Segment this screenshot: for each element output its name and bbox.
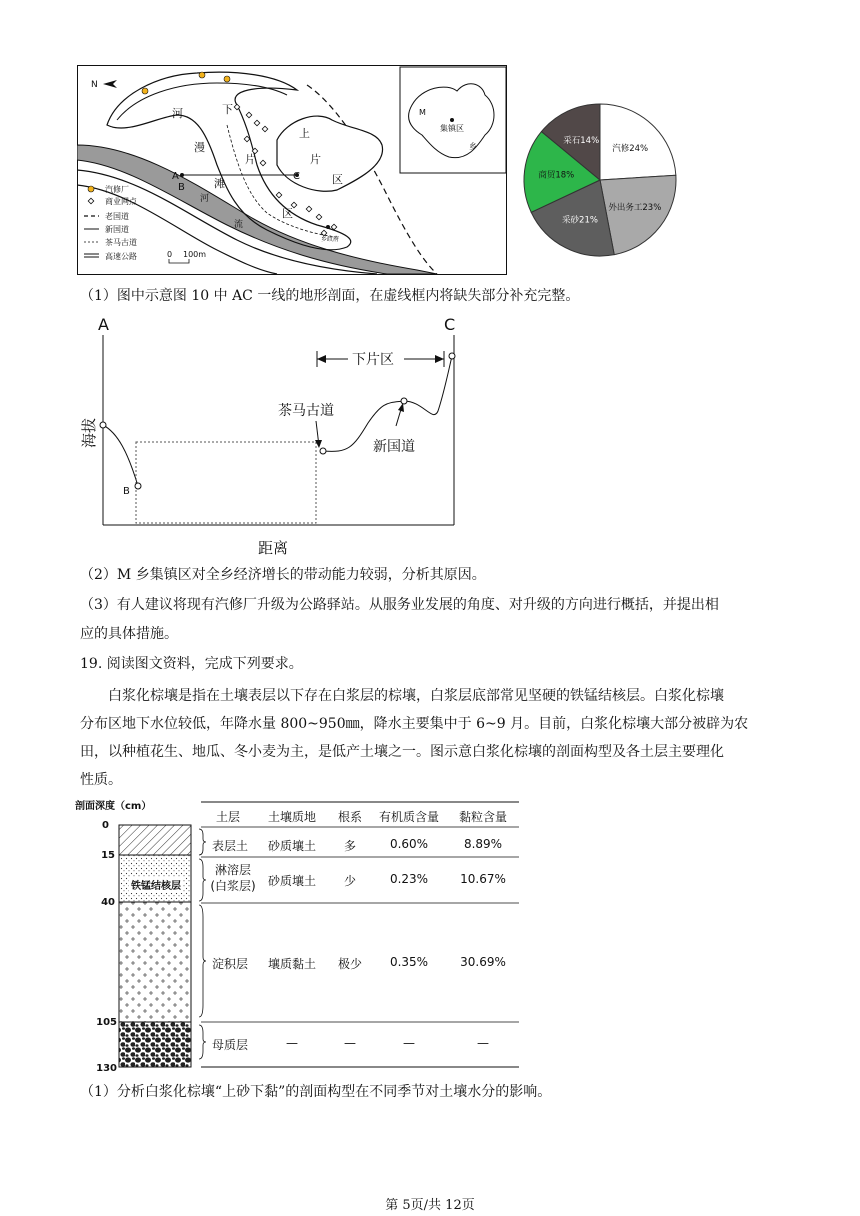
map-label-river-3: 滩 (214, 177, 225, 190)
cell-layer: 母质层 (211, 1038, 248, 1052)
para-line-1: 白浆化棕壤是指在土壤表层以下存在白浆层的棕壤，白浆层底部常见坚硬的铁锰结核层。白浆化棕壤 (108, 688, 724, 704)
cell-layer: 淀积层 (211, 957, 248, 971)
legend-label-repair: 汽修厂 (105, 185, 129, 194)
question-3-line2: 应的具体措施。 (80, 626, 178, 642)
map-label-lower-2: 片 (245, 153, 256, 166)
map-label-lower-1: 下 (222, 103, 233, 116)
pie-slice-label: 外出务工23% (608, 203, 662, 214)
cell-texture: 砂质壤土 (267, 874, 316, 888)
cell-roots: — (344, 1036, 356, 1050)
pie-slice-label: 商贸18% (538, 170, 575, 181)
pie-slice-label: 采石14% (563, 136, 600, 147)
legend-label-old-road: 老国道 (105, 212, 129, 221)
map-label-river-flow-2: 流 (234, 220, 244, 230)
depth-130: 130 (96, 1063, 117, 1074)
map-label-river-flow-1: 河 (200, 194, 210, 204)
map-label-a: A (172, 171, 179, 182)
depth-15: 15 (101, 850, 115, 861)
cell-organic: — (403, 1036, 415, 1050)
cell-roots: 极少 (337, 957, 362, 971)
map-figure (77, 65, 507, 275)
header-clay: 黏粒含量 (458, 810, 507, 824)
scale-value: 100m (183, 250, 207, 259)
inset-town: 集镇区 (440, 124, 464, 133)
cell-organic: 0.23% (389, 872, 429, 886)
cell-clay: 30.69% (460, 955, 506, 969)
header-organic: 有机质含量 (378, 810, 439, 824)
depth-title: 剖面深度（cm） (75, 801, 152, 812)
cell-texture: 壤质黏土 (267, 957, 316, 971)
profile-ylabel: 海拔 (80, 417, 98, 448)
cell-roots: 少 (343, 874, 356, 888)
profile-tea-road: 茶马古道 (278, 403, 334, 419)
map-label-upper-2: 片 (310, 153, 321, 166)
map-label-river-2: 漫 (194, 141, 205, 154)
profile-label-c: C (444, 315, 456, 334)
map-label-lower-3: 区 (282, 207, 293, 220)
cell-roots: 多 (343, 839, 356, 853)
inset-xiang: 乡 (469, 142, 477, 151)
map-label-c: C (293, 171, 300, 182)
depth-0: 0 (102, 820, 109, 831)
table-row (203, 955, 519, 975)
table-row (203, 862, 519, 902)
question-19: 19. 阅读图文资料，完成下列要求。 (80, 656, 303, 672)
pie-slice-label: 采砂21% (562, 215, 598, 226)
paragraph (80, 682, 780, 794)
profile-xlabel: 距离 (258, 539, 289, 557)
depth-40: 40 (101, 897, 115, 908)
question-3-line1: （3）有人建议将现有汽修厂升级为公路驿站。从服务业发展的角度、对升级的方向进行概括，并提出相 (80, 597, 719, 613)
pie-slice (600, 104, 676, 180)
profile-lower-area: 下片区 (352, 352, 394, 368)
depth-105: 105 (96, 1017, 117, 1028)
legend-label-new-road: 新国道 (105, 225, 129, 234)
table-row (203, 837, 519, 857)
header-roots: 根系 (337, 810, 362, 824)
cell-layer: 表层土 (211, 839, 248, 853)
iron-layer-label: 铁锰结核层 (131, 881, 181, 892)
legend-label-tea-road: 茶马古道 (105, 238, 137, 247)
profile-label-a: A (98, 315, 109, 334)
map-label-gov: 乡政府 (321, 236, 340, 243)
table-row (203, 1036, 519, 1056)
para-line-3: 田，以种植花生、地瓜、冬小麦为主，是低产土壤之一。图示意白浆化棕壤的剖面构型及各土层主要理化 (80, 744, 724, 760)
scale-zero: 0 (167, 250, 173, 259)
para-line-4: 性质。 (80, 772, 122, 788)
header-layer: 土层 (215, 810, 240, 824)
para-line-2: 分布区地下水位较低，年降水量 800~950㎜，降水主要集中于 6~9 月。目前，白浆化棕壤大部分被辟为农 (80, 716, 749, 732)
question-2: （2）M 乡集镇区对全乡经济增长的带动能力较弱，分析其原因。 (80, 567, 486, 583)
header-texture: 土壤质地 (267, 810, 316, 824)
page-footer: 第 5页/共 12页 (385, 1198, 475, 1213)
pie-chart (520, 100, 680, 260)
map-label-b: B (178, 182, 185, 193)
cell-layer: 淋溶层 (白浆层) (210, 863, 256, 893)
question-19-1: （1）分析白浆化棕壤“上砂下黏”的剖面构型在不同季节对土壤水分的影响。 (80, 1084, 552, 1100)
cell-clay: 10.67% (460, 872, 506, 886)
profile-figure (78, 313, 478, 563)
pie-slice-label: 汽修24% (612, 143, 649, 154)
legend-label-highway: 高速公路 (105, 252, 137, 261)
north-label: N (91, 80, 98, 90)
cell-texture: 砂质壤土 (267, 839, 316, 853)
repair-icon (88, 186, 94, 192)
legend-label-commerce: 商业网点 (105, 197, 137, 206)
map-label-upper-1: 上 (299, 127, 310, 140)
question-1: （1）图中示意图 10 中 AC 一线的地形剖面，在虚线框内将缺失部分补充完整。 (80, 288, 580, 304)
cell-organic: 0.60% (389, 837, 429, 851)
map-label-upper-3: 区 (332, 173, 343, 186)
map-label-river-1: 河 (172, 107, 183, 120)
cell-clay: 8.89% (463, 837, 503, 851)
profile-new-road: 新国道 (373, 439, 415, 455)
cell-organic: 0.35% (389, 955, 429, 969)
cell-clay: — (477, 1036, 489, 1050)
inset-m: M (419, 108, 426, 117)
profile-label-b: B (123, 486, 130, 497)
cell-texture: — (286, 1036, 298, 1050)
